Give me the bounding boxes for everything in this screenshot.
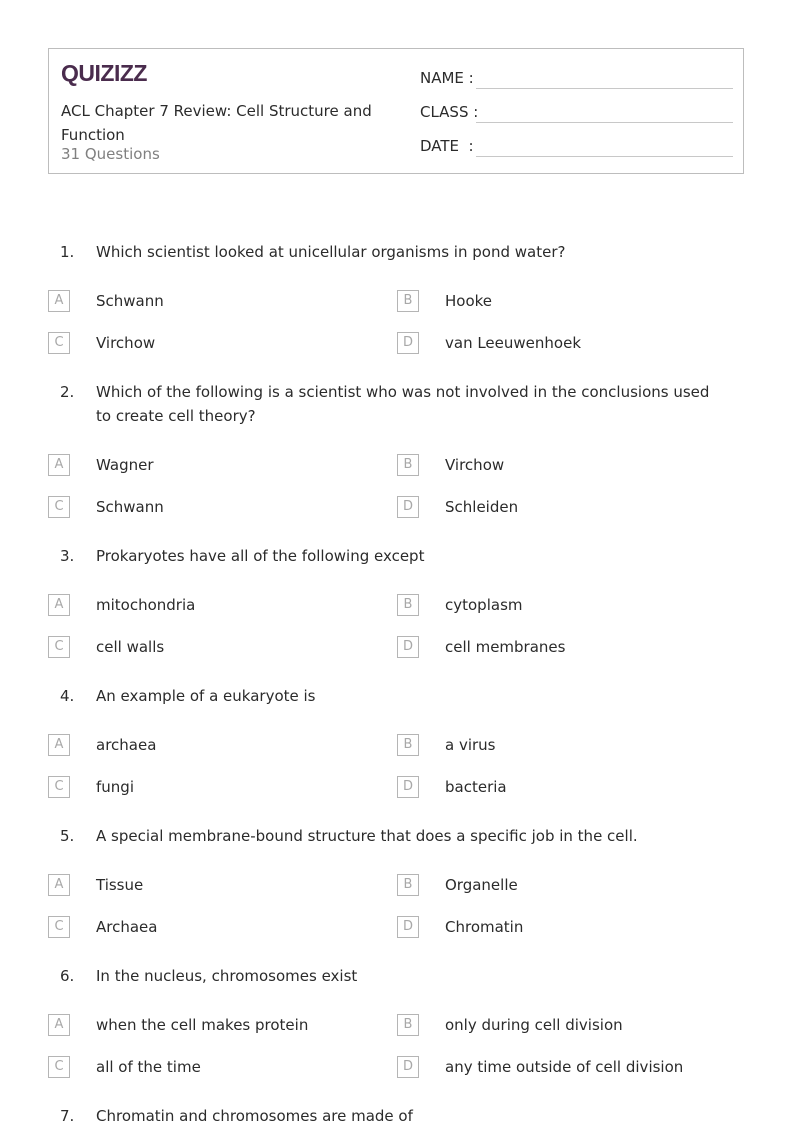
option-text: all of the time — [96, 1058, 201, 1076]
option-text: Virchow — [445, 456, 505, 474]
option-text: cytoplasm — [445, 596, 523, 614]
option-text: Organelle — [445, 876, 518, 894]
option-text: Chromatin — [445, 918, 524, 936]
question-number: 2. — [60, 383, 75, 401]
question-text: An example of a eukaryote is — [96, 687, 316, 705]
option-letter-box: C — [48, 916, 70, 938]
option-letter-box: A — [48, 734, 70, 756]
quizizz-logo — [61, 59, 151, 87]
option-text: Schleiden — [445, 498, 519, 516]
option-letter-box: B — [397, 594, 419, 616]
question-text: A special membrane-bound structure that does a specific job in the cell. — [96, 827, 638, 845]
option-letter-box: D — [397, 332, 419, 354]
date-field[interactable] — [420, 134, 733, 158]
question-number: 4. — [60, 687, 75, 705]
option-letter-box: B — [397, 454, 419, 476]
option-text: a virus — [445, 736, 496, 754]
question-text: In the nucleus, chromosomes exist — [96, 967, 358, 985]
option-text: cell walls — [96, 638, 165, 656]
question-text: Which scientist looked at unicellular organisms in pond water? — [96, 243, 566, 261]
option-letter-box: C — [48, 496, 70, 518]
option-letter-box: A — [48, 454, 70, 476]
class-label: CLASS : — [420, 103, 479, 121]
option-letter-box: B — [397, 290, 419, 312]
date-label: DATE : — [420, 137, 474, 155]
option-text: Hooke — [445, 292, 493, 310]
option-letter-box: B — [397, 1014, 419, 1036]
question-number: 7. — [60, 1107, 75, 1125]
option-text: Tissue — [96, 876, 144, 894]
option-letter-box: D — [397, 776, 419, 798]
name-line[interactable] — [476, 68, 733, 89]
option-text: Archaea — [96, 918, 158, 936]
option-letter-box: A — [48, 874, 70, 896]
option-text: when the cell makes protein — [96, 1016, 309, 1034]
option-letter-box: C — [48, 332, 70, 354]
question-number: 6. — [60, 967, 75, 985]
logo-wordmark: QUIZIZZ — [61, 60, 147, 86]
worksheet-header — [48, 48, 744, 174]
question-number: 3. — [60, 547, 75, 565]
option-letter-box: D — [397, 1056, 419, 1078]
option-text: Schwann — [96, 498, 164, 516]
name-field[interactable] — [420, 66, 733, 90]
option-text: mitochondria — [96, 596, 196, 614]
question-text: Chromatin and chromosomes are made of — [96, 1107, 413, 1125]
option-text: fungi — [96, 778, 134, 796]
option-letter-box: A — [48, 290, 70, 312]
option-text: any time outside of cell division — [445, 1058, 684, 1076]
question-number: 5. — [60, 827, 75, 845]
option-text: Schwann — [96, 292, 164, 310]
question-text: Which of the following is a scientist who was not involved in the conclusions used to create cell theory? — [96, 383, 710, 425]
option-letter-box: A — [48, 594, 70, 616]
option-text: archaea — [96, 736, 157, 754]
option-text: only during cell division — [445, 1016, 623, 1034]
date-line[interactable] — [476, 136, 733, 157]
question-count: 31 Questions — [61, 145, 160, 163]
quizizz-logo-mark — [61, 60, 151, 86]
option-letter-box: C — [48, 1056, 70, 1078]
name-label: NAME : — [420, 69, 474, 87]
class-line[interactable] — [476, 102, 733, 123]
option-text: cell membranes — [445, 638, 566, 656]
option-text: Wagner — [96, 456, 154, 474]
option-letter-box: A — [48, 1014, 70, 1036]
option-text: van Leeuwenhoek — [445, 334, 582, 352]
option-letter-box: D — [397, 916, 419, 938]
worksheet-title: ACL Chapter 7 Review: Cell Structure and Function — [61, 102, 372, 144]
option-letter-box: B — [397, 874, 419, 896]
option-letter-box: B — [397, 734, 419, 756]
question-number: 1. — [60, 243, 75, 261]
class-field[interactable] — [420, 100, 733, 124]
option-letter-box: D — [397, 496, 419, 518]
option-letter-box: C — [48, 776, 70, 798]
option-letter-box: C — [48, 636, 70, 658]
option-letter-box: D — [397, 636, 419, 658]
option-text: bacteria — [445, 778, 507, 796]
question-text: Prokaryotes have all of the following except — [96, 547, 425, 565]
option-text: Virchow — [96, 334, 156, 352]
